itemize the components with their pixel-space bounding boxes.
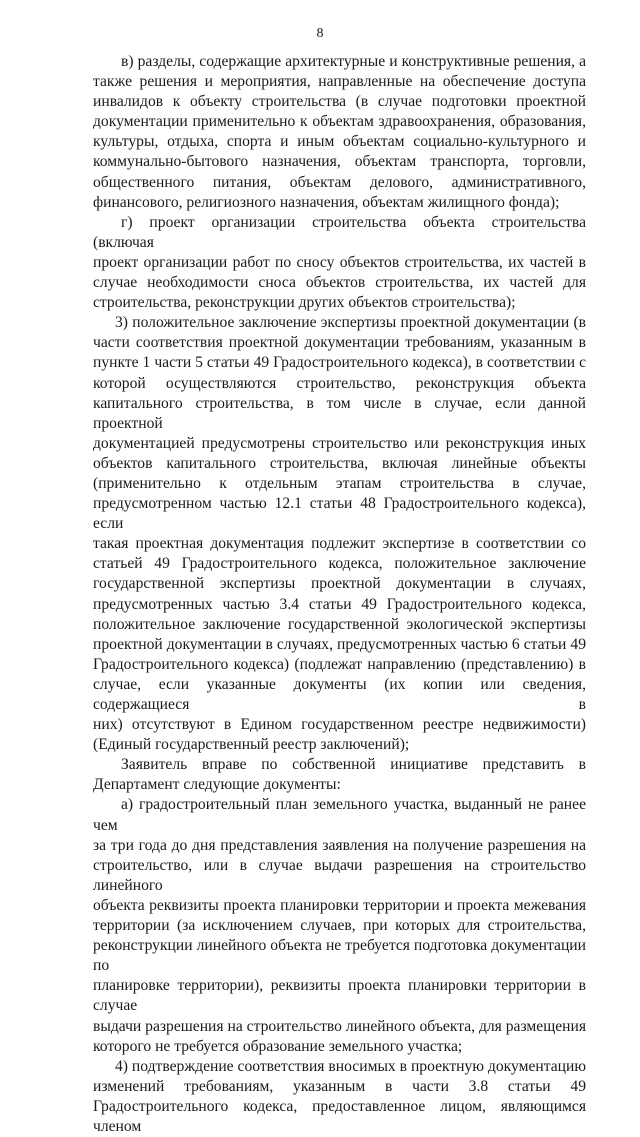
text-line: документацией предусмотрены строительство или реконструкция иных — [93, 434, 586, 452]
text-line: реконструкции линейного объекта не требуется подготовка документации по — [93, 937, 586, 975]
text-line: такая проектная документация подлежит экспертизе в соответствии со — [93, 535, 586, 553]
text-line: капитального строительства, в том числе в случае, если данной проектной — [93, 394, 586, 432]
text-line: также решения и мероприятия, направленные на обеспечение доступа — [93, 73, 586, 91]
text-line: 3) положительное заключение экспертизы проектной документации (в — [115, 314, 586, 332]
text-line: предусмотренных частью 3.4 статьи 49 Градостроительного кодекса, — [93, 595, 586, 613]
text-line: за три года до дня представления заявления на получение разрешения на — [93, 836, 586, 854]
text-line: положительное заключение государственной экологической экспертизы — [93, 615, 586, 633]
text-line: строительство, или в случае выдачи разрешения на строительство линейного — [93, 856, 586, 894]
text-line: проект организации работ по сносу объектов строительства, их частей в — [93, 253, 586, 271]
text-line: коммунально-бытового назначения, объектам транспорта, торговли, — [93, 153, 586, 171]
text-line: (Единый государственный реестр заключений); — [93, 736, 410, 754]
text-line: изменений требованиям, указанным в части 3.8 статьи 49 — [93, 1077, 586, 1095]
document-body — [93, 52, 586, 1137]
text-line: которой осуществляются строительство, реконструкция объекта — [93, 374, 586, 392]
text-line: 4) подтверждение соответствия вносимых в проектную документацию — [115, 1057, 586, 1075]
text-line: статьей 49 Градостроительного кодекса, положительное заключение — [93, 555, 586, 573]
text-line: проектной документации в случаях, предусмотренных частью 6 статьи 49 — [93, 635, 586, 653]
text-line: случае необходимости сноса объектов строительства, их частей для — [93, 274, 586, 292]
text-line: предусмотренном частью 12.1 статьи 48 Градостроительного кодекса), если — [93, 495, 586, 533]
text-line: Градостроительного кодекса, предоставленное лицом, являющимся членом — [93, 1097, 586, 1135]
text-line: документации применительно к объектам здравоохранения, образования, — [93, 113, 586, 131]
text-line: которого не требуется образование земельного участка; — [93, 1037, 463, 1055]
text-line: строительства, реконструкции других объектов строительства); — [93, 294, 516, 312]
text-line: культуры, отдыха, спорта и иным объектам социально-культурного и — [93, 133, 586, 151]
text-line: Градостроительного кодекса) (подлежат направлению (представлению) в — [93, 655, 586, 673]
text-line: в) разделы, содержащие архитектурные и конструктивные решения, а — [121, 53, 586, 70]
text-line: объекта реквизиты проекта планировки территории и проекта межевания — [93, 896, 586, 914]
text-line: объектов капитального строительства, включая линейные объекты — [93, 454, 586, 472]
page-number: 8 — [316, 26, 324, 41]
text-line: Департамент следующие документы: — [93, 776, 341, 794]
text-line: случае, если указанные документы (их копии или сведения, содержащиеся в — [93, 675, 586, 713]
text-line: территории (за исключением случаев, при которых для строительства, — [93, 917, 586, 935]
text-line: а) градостроительный план земельного участка, выданный не ранее чем — [93, 796, 586, 834]
text-line: инвалидов к объекту строительства (в случае подготовки проектной — [93, 93, 586, 111]
text-line: выдачи разрешения на строительство линейного объекта, для размещения — [93, 1017, 586, 1035]
text-line: пункте 1 части 5 статьи 49 Градостроительного кодекса), в соответствии с — [93, 354, 586, 372]
text-line: них) отсутствуют в Едином государственном реестре недвижимости) — [93, 716, 586, 734]
text-line: части соответствия проектной документации требованиям, указанным в — [93, 334, 586, 352]
text-line: общественного питания, объектам делового, административного, — [93, 173, 586, 191]
text-line: г) проект организации строительства объекта строительства (включая — [93, 213, 586, 251]
text-line: финансового, религиозного назначения, объектам жилищного фонда); — [93, 193, 560, 211]
text-line: государственной экспертизы проектной документации в случаях, — [93, 575, 586, 593]
text-line: Заявитель вправе по собственной инициативе представить в — [121, 756, 586, 774]
text-line: (применительно к отдельным этапам строительства в случае, — [93, 474, 586, 492]
text-line: планировке территории), реквизиты проекта планировки территории в случае — [93, 977, 586, 1015]
